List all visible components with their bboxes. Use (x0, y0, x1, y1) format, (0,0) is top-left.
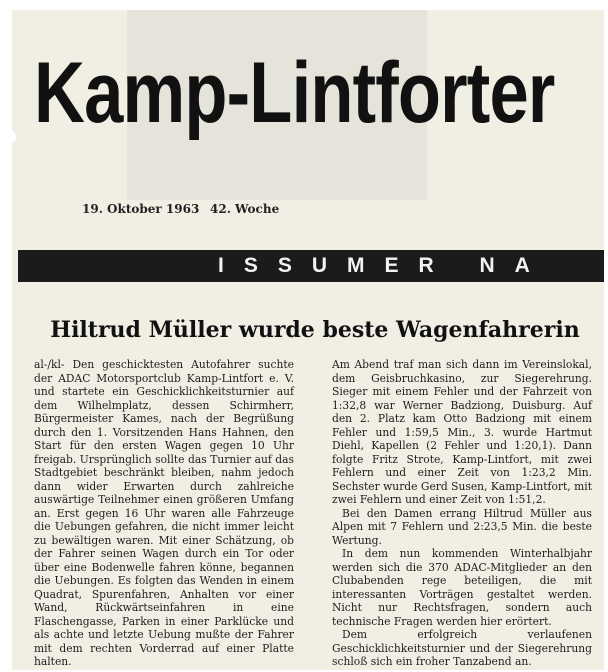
newspaper-clipping (12, 10, 604, 670)
masthead-title: Kamp-Lintforter (34, 45, 555, 141)
article-paragraph: Am Abend traf man sich dann im Vereinslokal, dem Geisbruchkasino, zur Siegerehrung. Sieger mit einem Fehler und der Fahrzeit von 1:32,8 war Werner Badziong, Duisburg. Auf den 2. Platz kam Otto Badziong mit einem Fehler und 1:59,5 Min., 3. wurde Hartmut Diehl, Kapellen (2 Fehler und 1:20,1). Dann folgte Fritz Strote, Kamp-Lintfort, mit zwei Fehlern und einer Zeit von 1:23,2 Min. Sechster wurde Gerd Susen, Kamp-Lintfort, mit zwei Fehlern und einer Zeit von 1:51,2. (332, 358, 592, 506)
article-paragraph: In dem nun kommenden Winterhalbjahr werden sich die 370 ADAC-Mitglieder an den Clubabenden rege beteiligen, die mit interessanten Vorträgen gestaltet werden. Nicht nur Rechtsfragen, sondern auch technische Fragen werden hier erörtert. (332, 547, 592, 628)
punch-hole (2, 130, 16, 144)
article-paragraph: Bei den Damen errang Hiltrud Müller aus Alpen mit 7 Fehlern und 2:23,5 Min. die beste Wertung. (332, 506, 592, 547)
section-banner (18, 250, 604, 282)
article-headline: Hiltrud Müller wurde beste Wagenfahrerin (50, 317, 580, 343)
issue-week: 42. Woche (210, 202, 280, 216)
issue-date: 19. Oktober 1963 (82, 202, 200, 216)
article-column-right (332, 358, 592, 669)
article-paragraph: Dem erfolgreich verlaufenen Geschicklichkeitsturnier und der Siegerehrung schloß sich ein froher Tanzabend an. (332, 628, 592, 668)
section-banner-label: ISSUMER NA (218, 254, 550, 277)
article-column-left (34, 358, 294, 669)
article-paragraph: al-/kl- Den geschicktesten Autofahrer suchte der ADAC Motorsportclub Kamp-Lintfort e. V. und startete ein Geschicklichkeitsturnier auf dem Wilhelmplatz, dessen Schirmherr, Bürgermeister Kames, nach der Begrüßung durch den 1. Vorsitzenden Hans Hahnen, den Start für den ersten Wagen gegen 10 Uhr freigab. Ursprünglich sollte das Turnier auf das Stadtgebiet beschränkt bleiben, nahm jedoch dann wider Erwarten durch zahlreiche auswärtige Teilnehmer einen größeren Umfang an. Erst gegen 16 Uhr waren alle Fahrzeuge die Uebungen gefahren, die nicht immer leicht zu bewältigen waren. Mit einer Schätzung, ob der Fahrer seinen Wagen durch ein Tor oder über eine Bodenwelle fahren könne, begannen die Uebungen. Es folgten das Wenden in einem Quadrat, Spurenfahren, Anhalten vor einer Wand, Rückwärtseinfahren in eine Flaschengasse, Parken in einer Parklücke und als achte und letzte Uebung mußte der Fahrer mit dem rechten Vorderrad auf einer Platte halten. (34, 358, 294, 668)
